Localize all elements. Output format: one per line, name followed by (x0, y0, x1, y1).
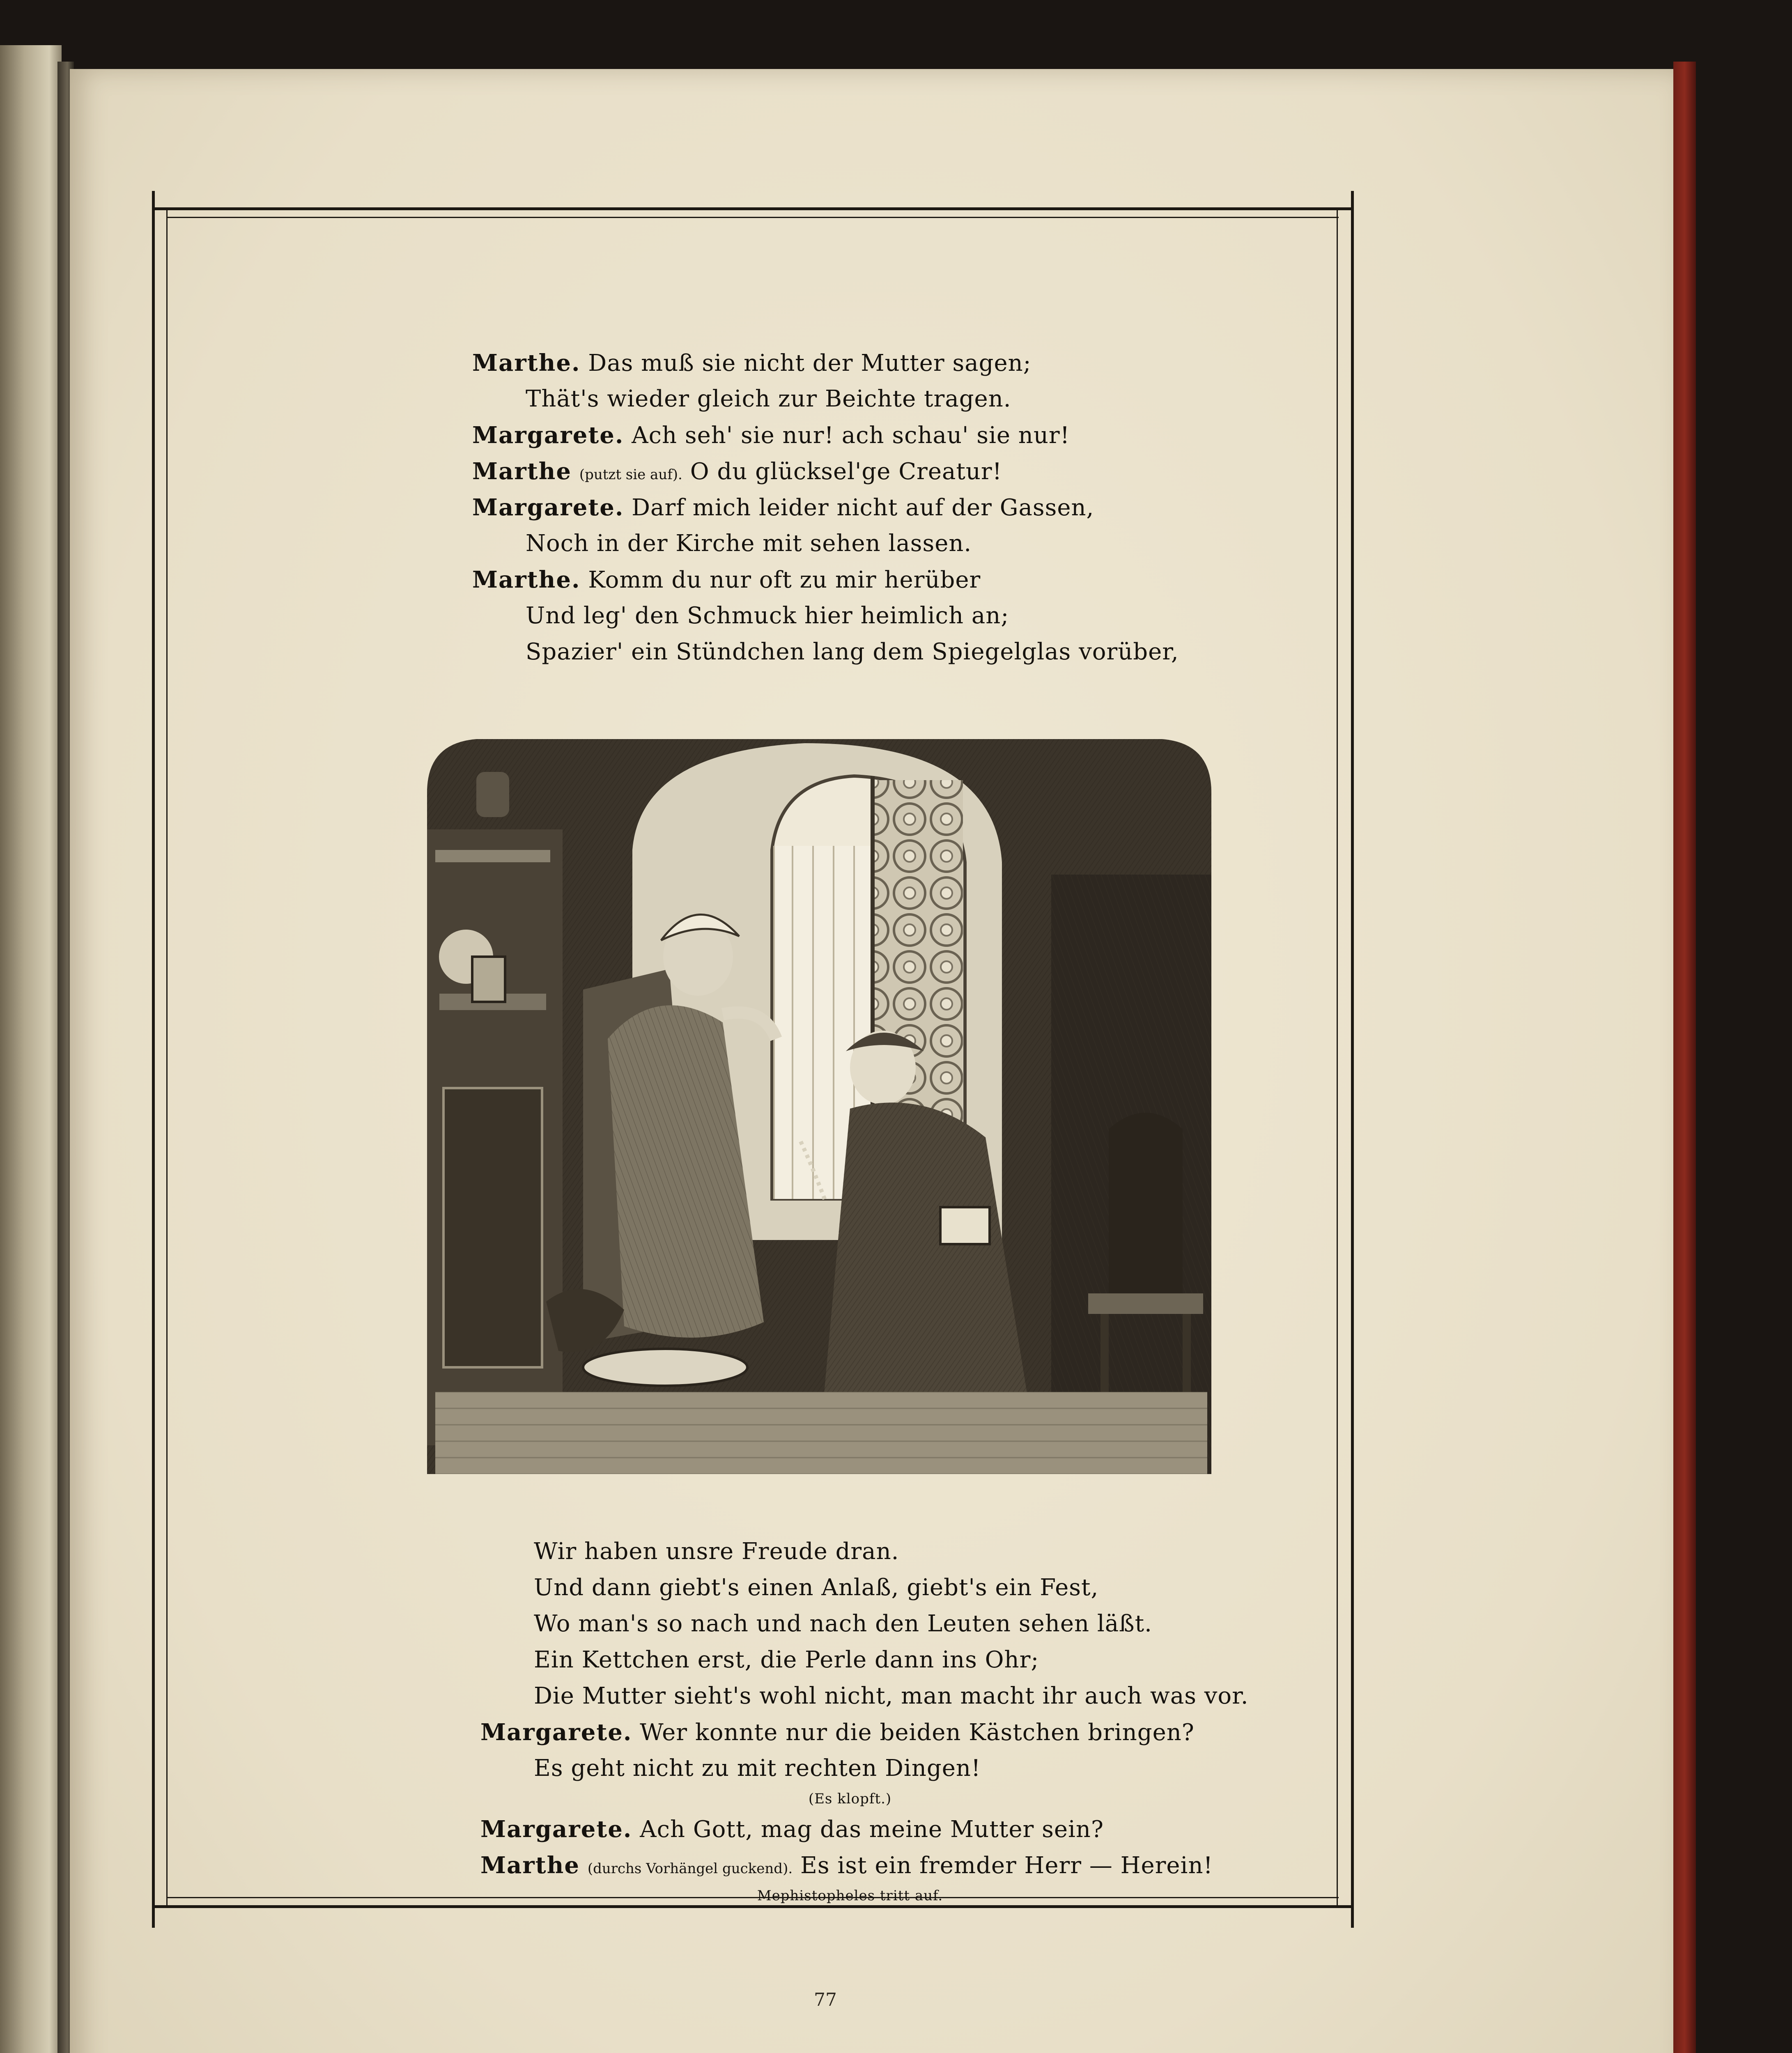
engraving-illustration (411, 727, 1228, 1495)
verse-text: Spazier' ein Stündchen lang dem Spiegelglas vorüber, (526, 638, 1179, 665)
verse-text: Die Mutter sieht's wohl nicht, man macht ihr auch was vor. (534, 1683, 1249, 1709)
verse-text: Ach seh' sie nur! ach schau' sie nur! (632, 422, 1070, 449)
book-cover-edge (1673, 62, 1696, 2053)
verse-line (472, 453, 1129, 489)
verse-line (480, 1606, 1220, 1642)
verse-block-bottom (480, 1534, 1249, 1908)
verse-text: O du glücksel'ge Creatur! (690, 458, 1002, 485)
verse-line (472, 489, 1129, 526)
frame-rule-left-inner (166, 207, 168, 1907)
speaker-name: Margarete. (472, 422, 624, 449)
speaker-name: Marthe (480, 1852, 580, 1879)
verse-text: Thät's wieder gleich zur Beichte tragen. (526, 386, 1011, 412)
verse-text: Es ist ein fremder Herr — Herein! (800, 1852, 1213, 1879)
verse-text: Wer konnte nur die beiden Kästchen bringen? (640, 1719, 1195, 1746)
stage-direction: (putzt sie auf). (579, 466, 682, 483)
verse-line (480, 1642, 1220, 1678)
verse-line (472, 598, 1129, 634)
verse-line (472, 562, 1129, 598)
frame-rule-right-outer (1351, 191, 1354, 1928)
verse-text: Es geht nicht zu mit rechten Dingen! (534, 1755, 981, 1782)
verse-line (480, 1847, 1220, 1883)
verse-text: Wo man's so nach und nach den Leuten sehen läßt. (534, 1610, 1152, 1637)
verse-line (480, 1811, 1220, 1847)
frame-rule-right-inner (1337, 207, 1338, 1907)
speaker-name: Margarete. (480, 1816, 632, 1843)
verse-text: Das muß sie nicht der Mutter sagen; (588, 350, 1032, 377)
frame-rule-top-outer (152, 207, 1353, 210)
verse-text: Ach Gott, mag das meine Mutter sein? (640, 1816, 1104, 1843)
frame-rule-left-outer (152, 191, 155, 1928)
verse-line (472, 381, 1129, 417)
verse-text: Noch in der Kirche mit sehen lassen. (526, 530, 972, 557)
speaker-name: Margarete. (472, 494, 624, 521)
verse-line (480, 1570, 1220, 1606)
verse-line (480, 1714, 1220, 1750)
verse-text: Und leg' den Schmuck hier heimlich an; (526, 602, 1009, 629)
verse-block-top (472, 345, 1179, 670)
verse-text: Wir haben unsre Freude dran. (534, 1538, 899, 1565)
speaker-name: Marthe. (472, 566, 581, 593)
speaker-name: Marthe. (472, 349, 581, 377)
left-page-edge (0, 45, 62, 2053)
stage-direction-knock: (Es klopft.) (808, 1791, 892, 1807)
verse-text: Und dann giebt's einen Anlaß, giebt's ein Fest, (534, 1574, 1099, 1601)
verse-text: Ein Kettchen erst, die Perle dann ins Ohr; (534, 1647, 1039, 1673)
frame-rule-top-inner (166, 217, 1339, 218)
stage-direction: (durchs Vorhängel guckend). (587, 1860, 793, 1877)
verse-line (472, 417, 1129, 453)
speaker-name: Marthe (472, 458, 572, 485)
verse-line (480, 1534, 1220, 1570)
verse-text: Komm du nur oft zu mir herüber (588, 567, 981, 593)
verse-line (472, 634, 1179, 670)
stage-direction-entrance: Mephistopheles tritt auf. (757, 1888, 943, 1904)
verse-line (472, 345, 1129, 381)
verse-line (472, 526, 1129, 562)
page-number: 77 (814, 1989, 837, 2010)
verse-line (480, 1678, 1249, 1714)
verse-line (480, 1750, 1220, 1787)
speaker-name: Margarete. (480, 1719, 632, 1746)
verse-text: Darf mich leider nicht auf der Gassen, (632, 494, 1094, 521)
